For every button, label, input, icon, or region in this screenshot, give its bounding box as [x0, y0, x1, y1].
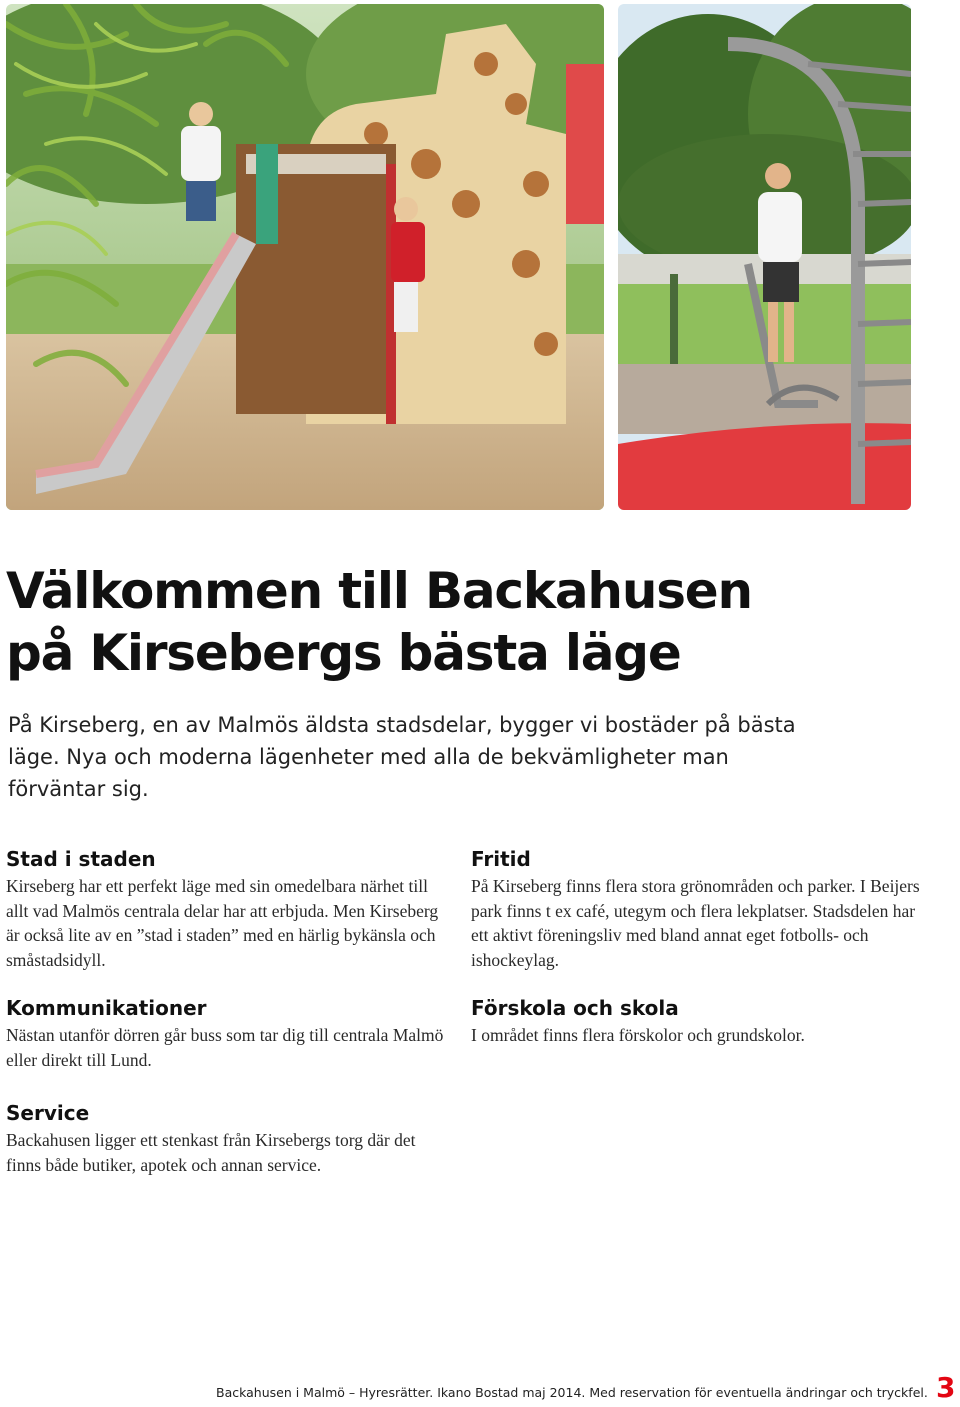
children-playground-photo [6, 4, 604, 510]
section-heading: Fritid [471, 847, 531, 871]
page-title [6, 560, 906, 684]
page-title-line-1: Välkommen till Backahusen [6, 562, 752, 620]
section-heading: Service [6, 1101, 90, 1125]
section-kommunikationer [6, 994, 446, 1072]
intro-paragraph: På Kirseberg, en av Malmös äldsta stadsdelar, bygger vi bostäder på bästa läge. Nya och moderna lägenheter med alla de bekvämligheter man förväntar sig. [8, 713, 796, 801]
section-body: I området finns flera förskolor och grundskolor. [471, 1025, 805, 1045]
footer-note: Backahusen i Malmö – Hyresrätter. Ikano Bostad maj 2014. Med reservation för eventuella ändringar och tryckfel. [216, 1385, 928, 1400]
page-number: 3 [936, 1371, 956, 1404]
section-body: Kirseberg har ett perfekt läge med sin omedelbara närhet till allt vad Malmös centrala delar har att erbjuda. Men Kirseberg är också lite av en ”stad i staden” med en härlig bykänsla och småstadsidyll. [6, 876, 439, 970]
section-heading: Förskola och skola [471, 996, 679, 1020]
section-body: Backahusen ligger ett stenkast från Kirsebergs torg där det finns både butiker, apotek och annan service. [6, 1130, 416, 1175]
section-body: Nästan utanför dörren går buss som tar dig till centrala Malmö eller direkt till Lund. [6, 1025, 444, 1070]
section-body: På Kirseberg finns flera stora grönområden och parker. I Beijers park finns t ex café, utegym och flera lekplatser. Stadsdelen har ett aktivt föreningsliv med bland annat eget fotbolls- och ishockeylag. [471, 876, 920, 970]
section-stad-i-staden [6, 845, 446, 972]
section-forskola-och-skola [471, 994, 921, 1048]
section-fritid [471, 845, 921, 972]
section-heading: Kommunikationer [6, 996, 207, 1020]
section-heading: Stad i staden [6, 847, 156, 871]
page-title-line-2: på Kirsebergs bästa läge [6, 624, 681, 682]
section-service [6, 1099, 446, 1177]
outdoor-gym-photo [618, 4, 911, 510]
